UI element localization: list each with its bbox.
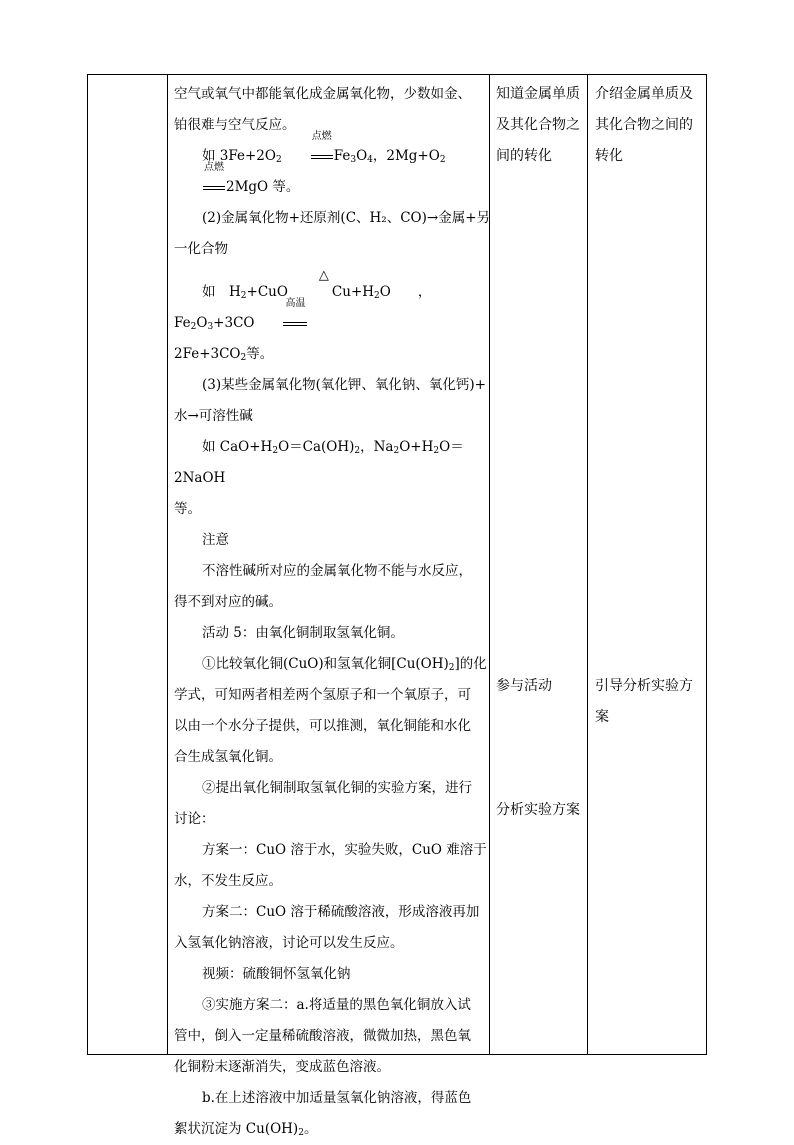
equation-line: $2Fe+3CO_2$等。 xyxy=(174,346,274,363)
lesson-table xyxy=(87,74,707,1138)
text-line: 讨论： xyxy=(174,811,215,827)
text-line: (2)金属氧化物+还原剂(C、H₂、CO)→金属+另 xyxy=(202,210,491,226)
text-line: 学式，可知两者相差两个氢原子和一个氧原子，可 xyxy=(174,687,471,703)
column-divider xyxy=(167,75,168,1054)
text-line: b.在上述溶液中加适量氢氧化钠溶液，得蓝色 xyxy=(202,1090,472,1106)
text-line: 化铜粉末逐渐消失，变成蓝色溶液。 xyxy=(174,1059,390,1075)
text-line: 絮状沉淀为 $Cu(OH)_2$。 xyxy=(174,1121,318,1138)
text-line: ①比较氧化铜(CuO)和氢氧化铜$[Cu(OH)_2]$的化 xyxy=(202,656,487,673)
teacher-activity: 引导分析实验方 案 xyxy=(595,678,693,725)
text-line: 得不到对应的碱。 xyxy=(174,594,282,610)
text-line: 不溶性碱所对应的金属氧化物不能与水反应， xyxy=(202,563,472,579)
text-line: 水，不发生反应。 xyxy=(174,873,282,889)
reaction-condition: 点燃 xyxy=(174,172,226,203)
text-line: ②提出氧化铜制取氢氧化铜的实验方案，进行 xyxy=(202,780,472,796)
text-line: (3)某些金属氧化物(氧化钾、氧化钠、氧化钙)+ xyxy=(202,377,486,393)
text-line: ③实施方案二：a.将适量的黑色氧化铜放入试 xyxy=(202,997,471,1013)
equation-line: 如 $H_2+CuO$ △ $Cu+H_2O$ ，$Fe_2O_3+3CO$ 高温 xyxy=(174,277,490,339)
text-line: 等。 xyxy=(174,501,201,517)
student-activity: 知道金属单质 及其化合物之 间的转化 xyxy=(496,86,580,164)
text-line: 方案一：CuO 溶于水，实验失败，CuO 难溶于 xyxy=(202,842,487,858)
text-line: 视频：硫酸铜怀氢氧化钠 xyxy=(202,966,351,982)
column-divider xyxy=(587,75,588,1054)
activity-heading: 活动 5：由氧化铜制取氢氧化铜。 xyxy=(202,625,404,641)
student-activity: 参与活动 xyxy=(496,678,552,694)
text-line: 铂很难与空气反应。 xyxy=(174,117,296,133)
text-line: 方案二：CuO 溶于稀硫酸溶液，形成溶液再加 xyxy=(202,904,480,920)
student-activity: 分析实验方案 xyxy=(496,802,580,818)
equation-line: 如 $3Fe+2O_2$ 点燃 $Fe_3O_4$，$2Mg+O_2$ 点燃 2MgO 等。 xyxy=(174,141,490,203)
text-line: 空气或氧气中都能氧化成金属氧化物，少数如金、 xyxy=(174,86,471,102)
note-heading: 注意 xyxy=(202,532,229,548)
reaction-condition: 高温 xyxy=(254,308,308,339)
teacher-activity: 介绍金属单质及 其化合物之间的 转化 xyxy=(595,86,693,164)
reaction-condition: △ xyxy=(318,268,329,283)
text-line: 一化合物 xyxy=(174,241,228,257)
text-line: 水→可溶性碱 xyxy=(174,408,253,424)
text-line: 管中，倒入一定量稀硫酸溶液，微微加热，黑色氧 xyxy=(174,1028,471,1044)
teaching-content xyxy=(174,79,490,1145)
text-line: 合生成氢氧化铜。 xyxy=(174,749,282,765)
equation-line: 如 $CaO+H_2O=Ca(OH)_2$，$Na_2O+H_2O=2NaOH$ xyxy=(174,439,464,486)
text-line: 入氢氧化钠溶液，讨论可以发生反应。 xyxy=(174,935,404,951)
text-line: 以由一个水分子提供，可以推测，氧化铜能和水化 xyxy=(174,718,471,734)
reaction-condition: 点燃 xyxy=(282,141,334,172)
